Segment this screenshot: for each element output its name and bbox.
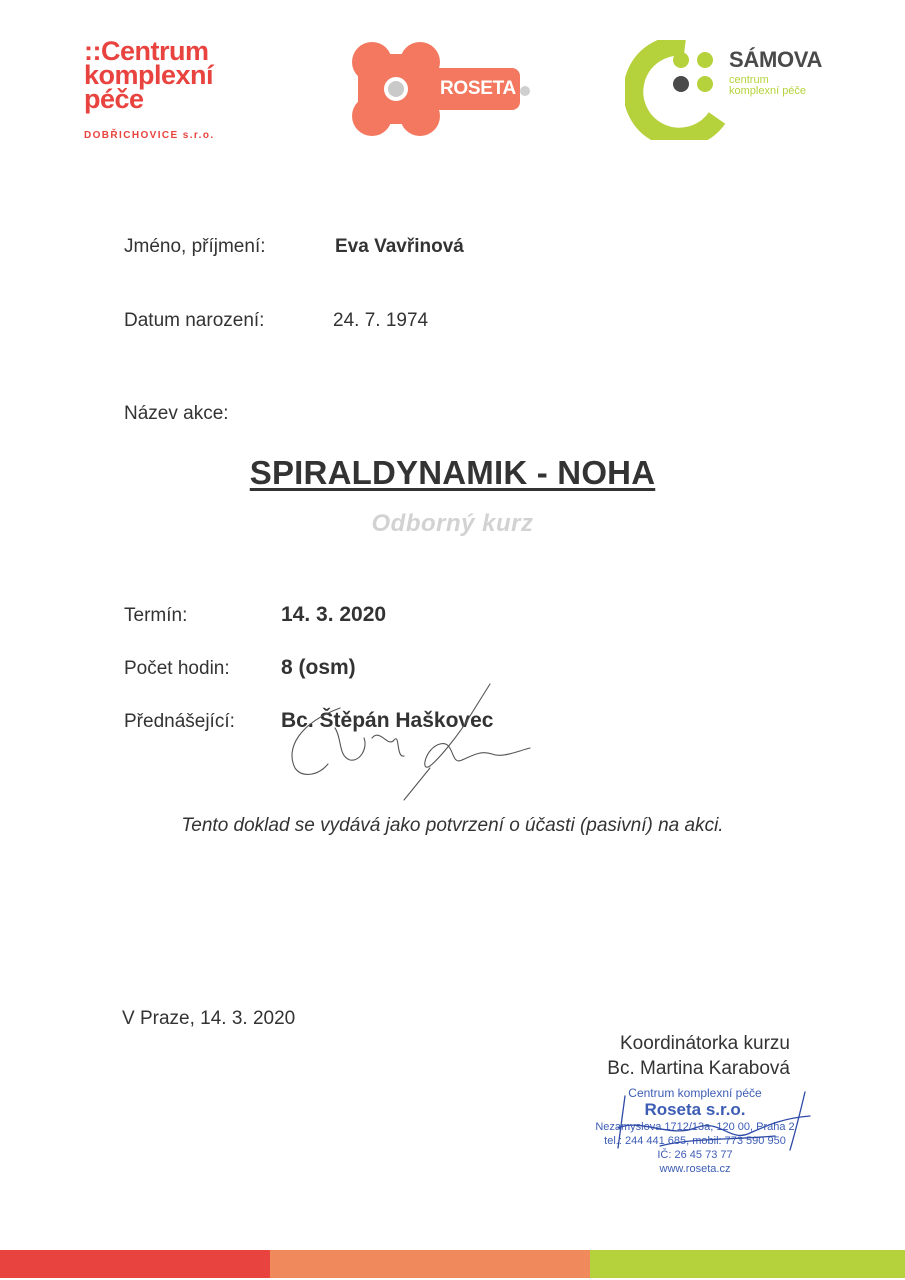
coordinator-name: Bc. Martina Karabová — [607, 1058, 790, 1079]
samova-logo-tag1: centrum — [729, 74, 769, 86]
lecturer-value: Bc. Štěpán Haškovec — [281, 709, 494, 732]
roseta-logo-word: ROSETA — [440, 78, 516, 99]
birth-date-value: 24. 7. 1974 — [333, 310, 429, 331]
coordinator-signature — [600, 1088, 820, 1158]
ckp-logo-sub: DOBŘICHOVICE s.r.o. — [84, 130, 215, 141]
ckp-logo-line3: péče — [84, 84, 144, 114]
hours-value: 8 (osm) — [281, 656, 356, 679]
samova-logo — [625, 40, 845, 140]
hours-label: Počet hodin: — [124, 658, 230, 679]
lecturer-signature — [280, 678, 540, 803]
roseta-logo-dot — [520, 86, 530, 96]
stamp-org: Centrum komplexní péče — [628, 1086, 762, 1100]
bottom-bar-green — [590, 1250, 905, 1278]
samova-logo-tag2: komplexní péče — [729, 85, 807, 97]
event-subtitle: Odborný kurz — [371, 510, 534, 537]
place-date: V Praze, 14. 3. 2020 — [122, 1008, 296, 1029]
birth-date-label: Datum narození: — [124, 310, 265, 331]
date-value: 14. 3. 2020 — [281, 603, 387, 626]
event-label: Název akce: — [124, 403, 229, 424]
samova-logo-mark — [625, 40, 735, 140]
statement-text: Tento doklad se vydává jako potvrzení o účasti (pasivní) na akci. — [181, 815, 724, 836]
stamp-web: www.roseta.cz — [659, 1163, 731, 1175]
stamp-address: Nezamyslova 1712/13a, 120 00, Praha 2 — [595, 1121, 795, 1133]
bottom-bar-red — [0, 1250, 270, 1278]
ckp-logo-line1: ::Centrum — [84, 36, 209, 66]
roseta-logo — [350, 40, 550, 140]
bottom-bar-orange — [270, 1250, 590, 1278]
lecturer-label: Přednášející: — [124, 711, 235, 732]
stamp-ic: IČ: 26 45 73 77 — [657, 1149, 733, 1161]
event-title: SPIRALDYNAMIK - NOHA — [249, 454, 656, 491]
stamp-name: Roseta s.r.o. — [644, 1100, 746, 1119]
name-label: Jméno, příjmení: — [124, 236, 266, 257]
samova-logo-name: SÁMOVA — [729, 47, 823, 72]
date-label: Termín: — [124, 605, 188, 626]
ckp-logo-line2: komplexní — [84, 60, 214, 90]
name-value: Eva Vavřinová — [335, 236, 464, 257]
stamp-tel: tel.: 244 441 685, mobil: 773 590 950 — [604, 1135, 786, 1147]
bottom-color-bar — [0, 1250, 905, 1278]
coordinator-role: Koordinátorka kurzu — [619, 1033, 790, 1054]
ckp-logo — [84, 38, 274, 148]
